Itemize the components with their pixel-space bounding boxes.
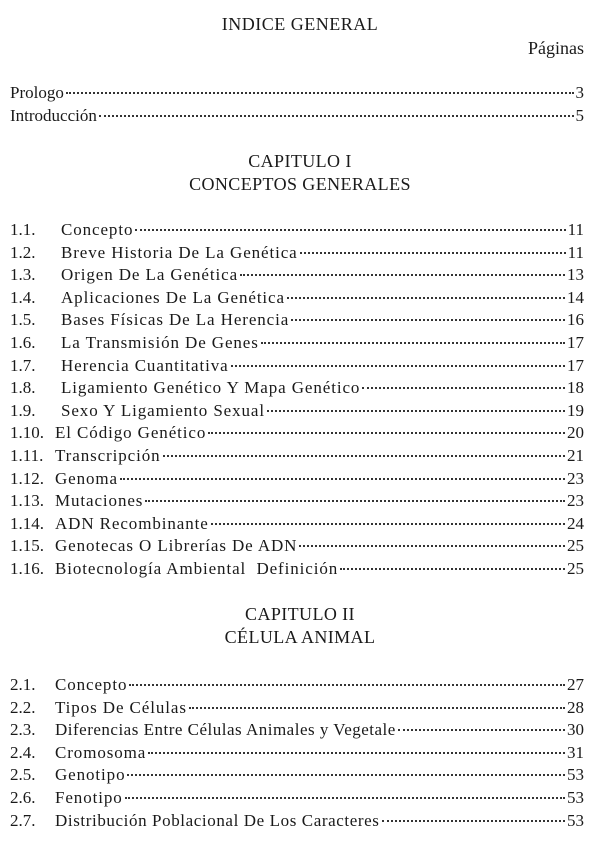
toc-entry-page: 53 <box>567 810 584 830</box>
toc-entry-text: Tipos De Células <box>55 697 187 717</box>
toc-entry-text: El Código Genético <box>55 423 207 443</box>
toc-entry-number: 2.1. <box>10 675 36 694</box>
toc-entry-text: Biotecnología Ambiental Definición <box>55 558 339 578</box>
toc-entry-text: Herencia Cuantitativa <box>61 355 229 375</box>
toc-entry[interactable] <box>10 674 584 697</box>
toc-entry-page: 3 <box>575 83 584 102</box>
toc-entry-number: 2.3. <box>10 720 36 740</box>
dot-leader <box>125 796 565 799</box>
toc-entry-page: 24 <box>567 513 584 533</box>
toc-entry-number: 1.13. <box>10 491 44 511</box>
index-title: INDICE GENERAL <box>221 14 379 34</box>
toc-entry-text: Diferencias Entre Células Animales y Vegetale <box>55 720 396 740</box>
toc-entry-text: Cromosoma <box>55 742 147 762</box>
toc-entry[interactable] <box>10 764 584 787</box>
toc-entry-page: 23 <box>567 468 584 488</box>
toc-entry-number: 2.6. <box>10 787 36 807</box>
dot-leader <box>148 751 565 754</box>
toc-entry-number: 1.12. <box>10 468 44 488</box>
dot-leader <box>398 728 565 731</box>
dot-leader <box>231 364 565 367</box>
toc-entry-page: 25 <box>567 558 584 578</box>
toc-entry-number: 1.8. <box>10 378 36 398</box>
dot-leader <box>382 819 565 822</box>
toc-entry[interactable] <box>10 697 584 720</box>
toc-entry-text: Genotecas O Librerías De ADN <box>55 536 298 556</box>
toc-entry-number: 1.7. <box>10 355 36 375</box>
toc-entry-number: 1.3. <box>10 265 36 285</box>
toc-entry-page: 53 <box>567 765 584 785</box>
toc-entry-text: Ligamiento Genético Y Mapa Genético <box>61 378 361 398</box>
toc-entry[interactable] <box>10 287 584 310</box>
toc-entry[interactable] <box>10 400 584 423</box>
dot-leader <box>267 409 565 412</box>
toc-entry-text: Concepto <box>55 675 128 694</box>
dot-leader <box>189 706 565 709</box>
dot-leader <box>127 773 565 776</box>
toc-entry-text: La Transmisión De Genes <box>61 332 259 352</box>
toc-entry-text: Concepto <box>61 220 134 239</box>
toc-entry[interactable] <box>10 219 584 242</box>
toc-entry-page: 20 <box>567 423 584 443</box>
toc-entry-number: 2.5. <box>10 765 36 785</box>
chapter-2-heading <box>0 603 600 649</box>
dot-leader <box>240 273 565 276</box>
toc-entry-text: Fenotipo <box>55 787 123 807</box>
chapter-2-name: CÉLULA ANIMAL <box>224 627 376 647</box>
toc-entry-number: 1.5. <box>10 310 36 330</box>
dot-leader <box>287 296 565 299</box>
toc-entry[interactable] <box>10 719 584 742</box>
toc-entry-page: 31 <box>567 742 584 762</box>
dot-leader <box>208 431 565 434</box>
dot-leader <box>291 318 565 321</box>
toc-entry-text: Aplicaciones De La Genética <box>61 287 285 307</box>
dot-leader <box>340 567 565 570</box>
toc-entry-page: 28 <box>567 697 584 717</box>
toc-entry-page: 25 <box>567 536 584 556</box>
dot-leader <box>145 499 565 502</box>
toc-entry-number: 2.2. <box>10 697 36 717</box>
toc-entry-number: 1.4. <box>10 287 36 307</box>
dot-leader <box>99 114 574 117</box>
toc-entry[interactable] <box>10 810 584 833</box>
toc-entry-number: 1.10. <box>10 423 44 443</box>
toc-entry-number: 1.6. <box>10 332 36 352</box>
toc-entry-page: 14 <box>567 287 584 307</box>
toc-entry-text: Sexo Y Ligamiento Sexual <box>61 400 266 420</box>
dot-leader <box>362 386 565 389</box>
pages-column-label: Páginas <box>528 38 584 58</box>
toc-entry-page: 17 <box>567 332 584 352</box>
toc-entry-number: 2.7. <box>10 810 36 830</box>
toc-entry-number: 1.11. <box>10 445 44 465</box>
chapter-2-entries <box>10 674 584 832</box>
toc-entry-page: 30 <box>567 720 584 740</box>
toc-entry-text: Introducción <box>10 105 97 125</box>
toc-entry[interactable] <box>10 422 584 445</box>
toc-entry-number: 1.14. <box>10 513 44 533</box>
toc-entry[interactable] <box>10 558 584 581</box>
toc-entry-page: 17 <box>567 355 584 375</box>
toc-entry[interactable] <box>10 742 584 765</box>
toc-entry-number: 1.15. <box>10 536 44 556</box>
toc-entry-number: 2.4. <box>10 742 36 762</box>
dot-leader <box>135 228 565 231</box>
toc-entry-text: Breve Historia De La Genética <box>61 242 298 262</box>
chapter-2-label: CAPITULO II <box>245 604 355 624</box>
dot-leader <box>163 454 565 457</box>
toc-entry-text: Origen De La Genética <box>61 265 239 285</box>
dot-leader <box>299 544 565 547</box>
toc-entry[interactable] <box>10 468 584 491</box>
toc-entry-text: Transcripción <box>55 445 161 465</box>
toc-entry-page: 21 <box>567 445 584 465</box>
toc-entry-page: 5 <box>575 105 584 125</box>
chapter-1-entries <box>10 219 584 581</box>
toc-entry[interactable] <box>10 377 584 400</box>
front-matter-list <box>10 82 584 127</box>
chapter-1-name: CONCEPTOS GENERALES <box>189 174 411 194</box>
toc-entry-page: 11 <box>567 242 584 262</box>
dot-leader <box>300 251 566 254</box>
toc-entry[interactable] <box>10 535 584 558</box>
toc-entry-page: 23 <box>567 491 584 511</box>
toc-entry[interactable] <box>10 264 584 287</box>
toc-entry-page: 19 <box>567 400 584 420</box>
toc-entry[interactable] <box>10 445 584 468</box>
toc-entry[interactable] <box>10 309 584 332</box>
chapter-1-label: CAPITULO I <box>248 151 352 171</box>
toc-entry-text: Mutaciones <box>55 491 144 511</box>
toc-entry-page: 27 <box>567 675 584 694</box>
toc-entry-number: 1.16. <box>10 558 44 578</box>
dot-leader <box>129 683 565 686</box>
toc-entry-number: 1.2. <box>10 242 36 262</box>
toc-entry[interactable] <box>10 787 584 810</box>
toc-entry-page: 16 <box>567 310 584 330</box>
toc-entry[interactable] <box>10 242 584 265</box>
dot-leader <box>120 477 565 480</box>
toc-entry-page: 18 <box>567 378 584 398</box>
toc-entry-text: Prologo <box>10 83 64 102</box>
toc-entry-page: 53 <box>567 787 584 807</box>
toc-entry-page: 11 <box>567 220 584 239</box>
chapter-1-heading <box>0 150 600 196</box>
toc-entry-text: ADN Recombinante <box>55 513 209 533</box>
toc-entry-introduccion[interactable] <box>10 105 584 128</box>
toc-entry-text: Genotipo <box>55 765 126 785</box>
toc-entry-prologo[interactable] <box>10 82 584 105</box>
toc-entry[interactable] <box>10 332 584 355</box>
toc-entry-number: 1.9. <box>10 400 36 420</box>
dot-leader <box>66 91 574 94</box>
toc-entry[interactable] <box>10 490 584 513</box>
toc-entry-text: Distribución Poblacional De Los Caracteres <box>55 810 380 830</box>
toc-entry-page: 13 <box>567 265 584 285</box>
dot-leader <box>261 341 565 344</box>
dot-leader <box>211 522 565 525</box>
toc-entry[interactable] <box>10 355 584 378</box>
toc-entry-text: Genoma <box>55 468 118 488</box>
toc-entry-text: Bases Físicas De La Herencia <box>61 310 290 330</box>
toc-entry[interactable] <box>10 513 584 536</box>
toc-entry-number: 1.1. <box>10 220 36 239</box>
